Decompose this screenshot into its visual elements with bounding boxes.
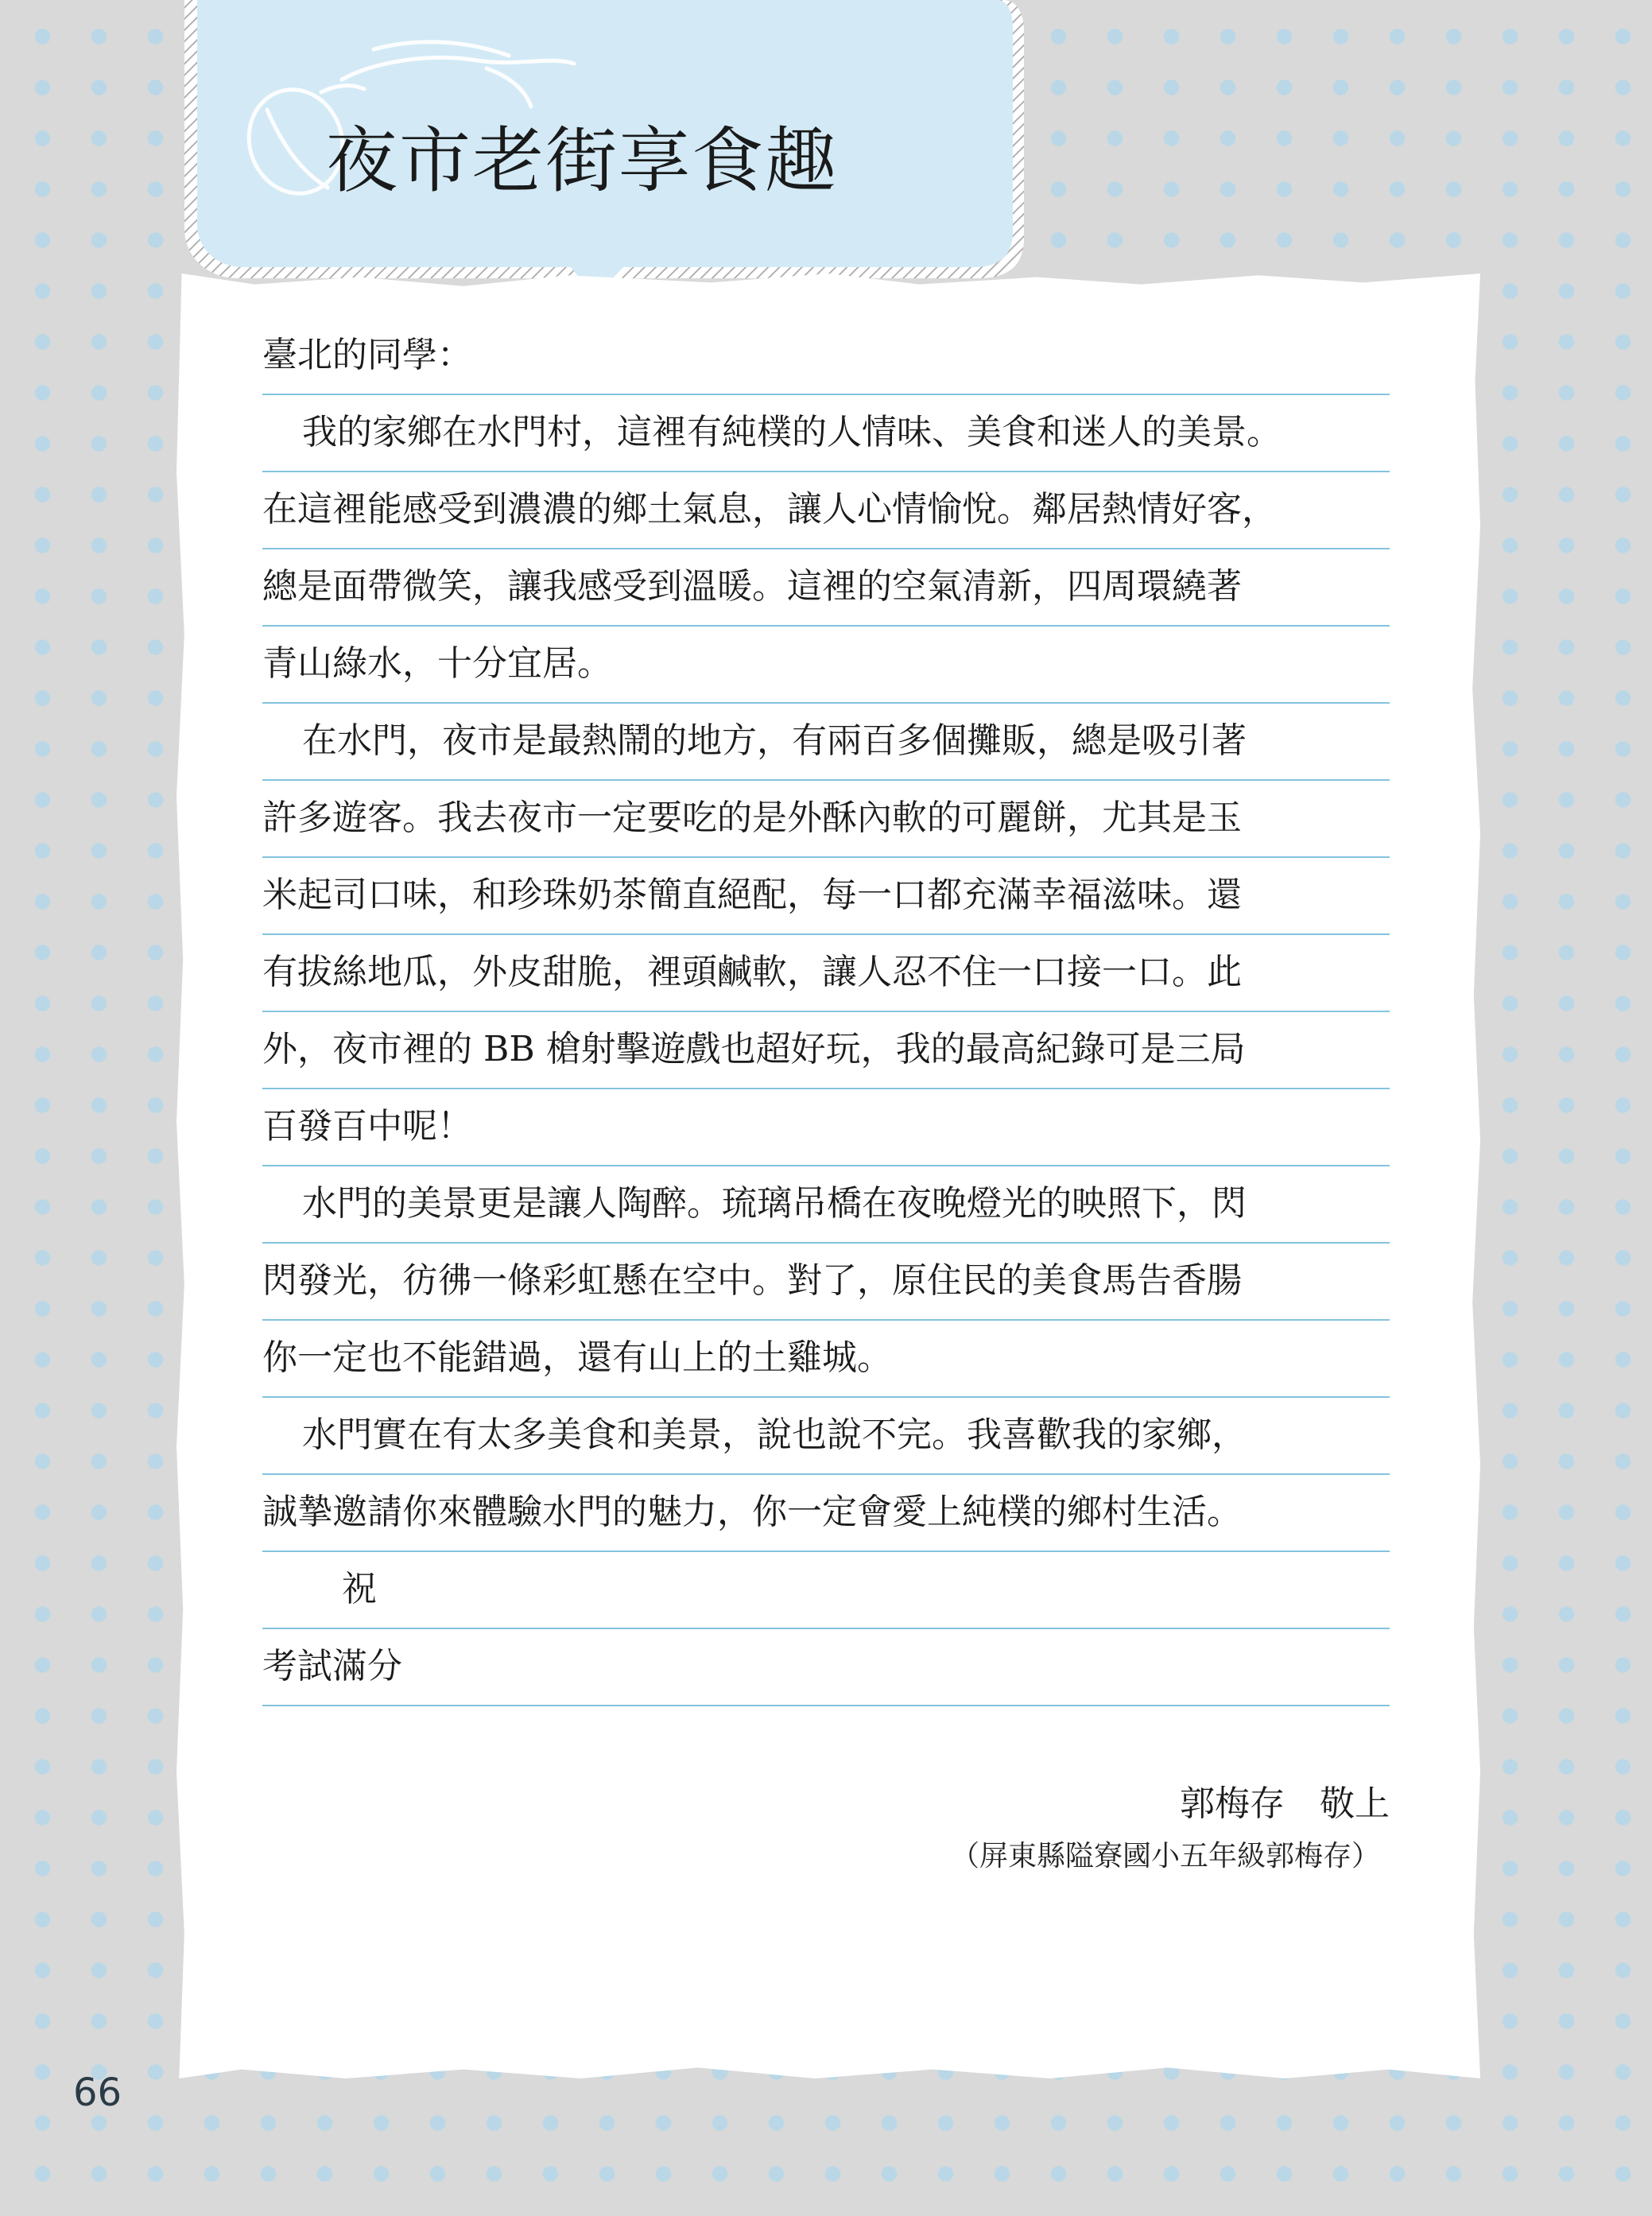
- letter-line: 外，夜市裡的 BB 槍射擊遊戲也超好玩，我的最高紀錄可是三局: [262, 1012, 1390, 1089]
- letter-line: 水門的美景更是讓人陶醉。琉璃吊橋在夜晚燈光的映照下，閃: [262, 1166, 1390, 1244]
- letter-line: 水門實在有太多美食和美景，說也說不完。我喜歡我的家鄉，: [262, 1398, 1390, 1475]
- letter-line: 總是面帶微笑，讓我感受到溫暖。這裡的空氣清新，四周環繞著: [262, 549, 1390, 627]
- letter-signature: 郭梅存 敬上: [1180, 1783, 1390, 1824]
- letter-line: 在這裡能感受到濃濃的鄉土氣息，讓人心情愉悅。鄰居熱情好客，: [262, 472, 1390, 549]
- letter-body: [262, 318, 1390, 1706]
- letter-line: 有拔絲地瓜，外皮甜脆，裡頭鹹軟，讓人忍不住一口接一口。此: [262, 935, 1390, 1012]
- page-title: 夜市老街享食趣: [326, 119, 838, 203]
- letter-line: 米起司口味，和珍珠奶茶簡直絕配，每一口都充滿幸福滋味。還: [262, 858, 1390, 935]
- letter-line: 你一定也不能錯過，還有山上的土雞城。: [262, 1321, 1390, 1398]
- letter-line: 在水門，夜市是最熱鬧的地方，有兩百多個攤販，總是吸引著: [262, 704, 1390, 781]
- author-note: （屏東縣隘寮國小五年級郭梅存）: [950, 1840, 1380, 1873]
- page-number: 66: [73, 2070, 122, 2115]
- letter-greeting: 臺北的同學：: [262, 318, 1390, 395]
- letter-line: 閃發光，彷彿一條彩虹懸在空中。對了，原住民的美食馬告香腸: [262, 1244, 1390, 1321]
- letter-line: 誠摯邀請你來體驗水門的魅力，你一定會愛上純樸的鄉村生活。: [262, 1475, 1390, 1552]
- letter-wish: 祝: [262, 1552, 1390, 1629]
- letter-line: 青山綠水，十分宜居。: [262, 627, 1390, 704]
- letter-line: 許多遊客。我去夜市一定要吃的是外酥內軟的可麗餅，尤其是玉: [262, 781, 1390, 858]
- letter-wish-closing: 考試滿分: [262, 1629, 1390, 1706]
- letter-line: 百發百中呢！: [262, 1089, 1390, 1166]
- letter-line: 我的家鄉在水門村，這裡有純樸的人情味、美食和迷人的美景。: [262, 395, 1390, 472]
